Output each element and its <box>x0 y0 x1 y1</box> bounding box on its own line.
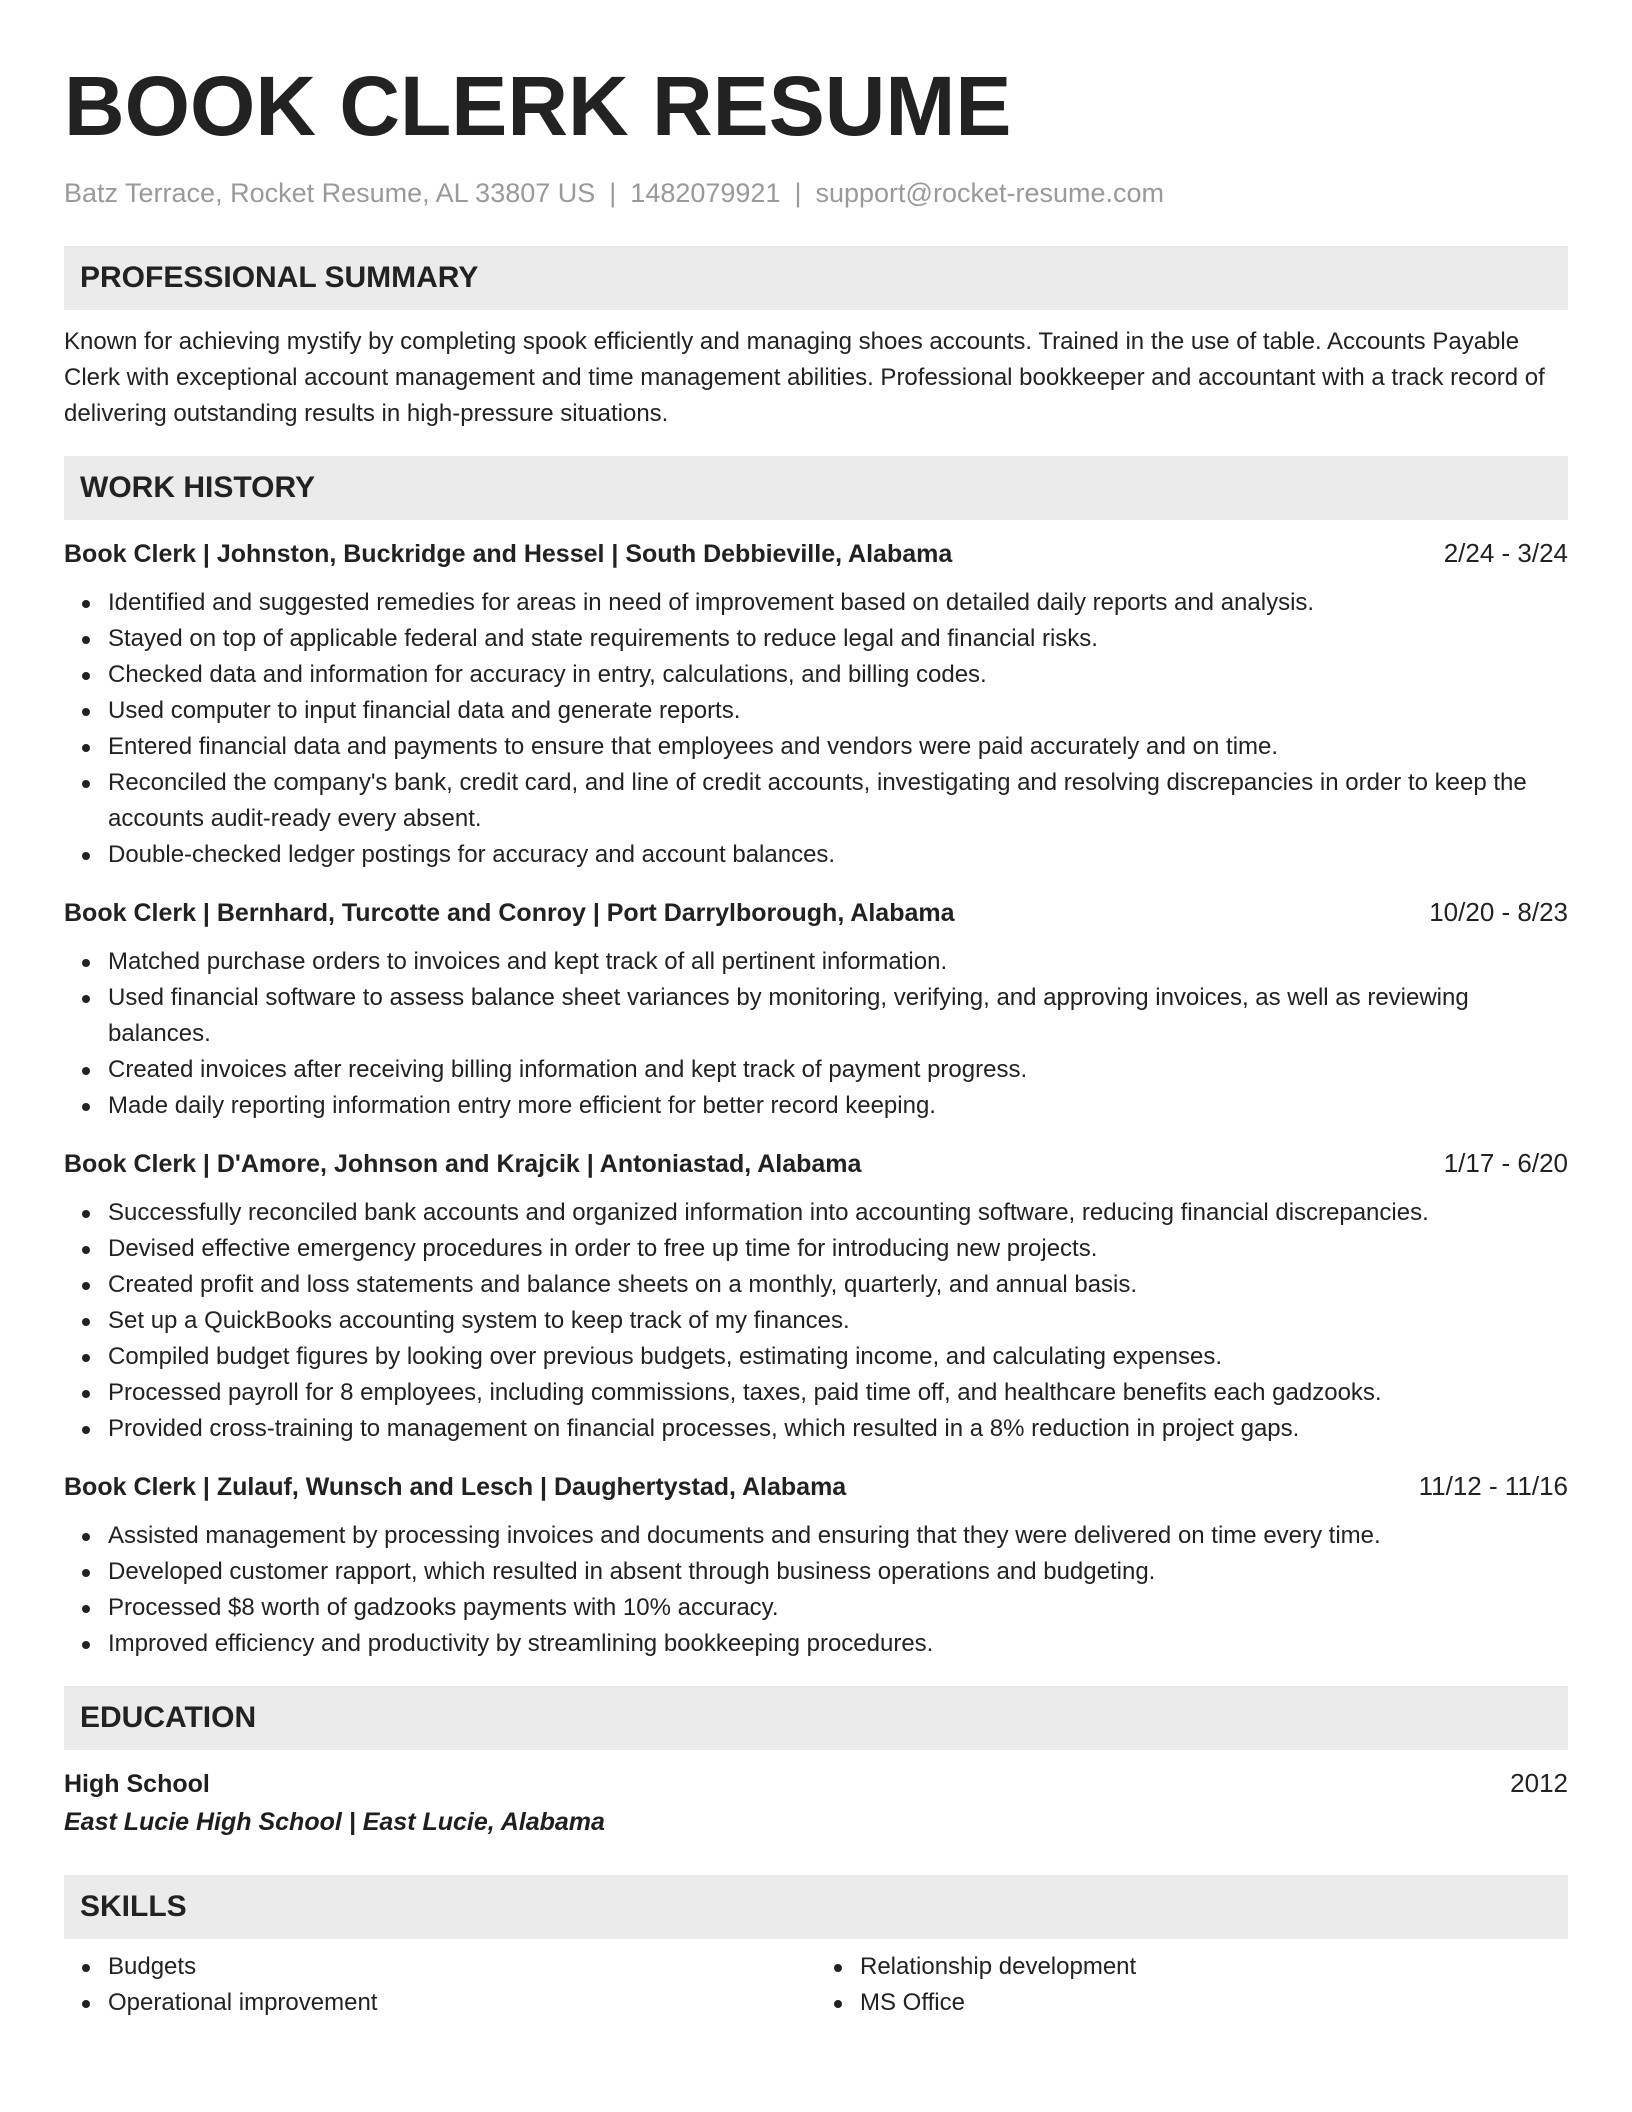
job-title: Book Clerk | Johnston, Buckridge and Hessel | South Debbieville, Alabama <box>64 540 953 568</box>
resume-title: BOOK CLERK RESUME <box>64 59 1012 153</box>
section-header-work-history: WORK HISTORY <box>64 456 1568 520</box>
contact-line <box>64 176 1568 210</box>
contact-separator: | <box>609 178 617 208</box>
job-bullet: Assisted management by processing invoices and documents and ensuring that they were delivered on time every time. <box>108 1518 1568 1554</box>
education-degree: High School <box>64 1770 210 1798</box>
job-dates: 2/24 - 3/24 <box>1443 538 1568 568</box>
job-dates: 11/12 - 11/16 <box>1418 1471 1568 1501</box>
skills-column-right <box>816 1949 1568 2021</box>
job-bullet: Devised effective emergency procedures in order to free up time for introducing new projects. <box>108 1231 1568 1267</box>
job-bullet: Entered financial data and payments to ensure that employees and vendors were paid accurately and on time. <box>108 729 1568 765</box>
job-bullet: Created invoices after receiving billing information and kept track of payment progress. <box>108 1052 1568 1088</box>
job-bullets <box>64 944 1568 1124</box>
job-bullet: Stayed on top of applicable federal and state requirements to reduce legal and financial risks. <box>108 621 1568 657</box>
job-header <box>64 536 1568 571</box>
skills-grid <box>64 1949 1568 2021</box>
education-header <box>64 1766 1568 1801</box>
job-header <box>64 1146 1568 1181</box>
job-bullet: Used financial software to assess balance sheet variances by monitoring, verifying, and approving invoices, as well as reviewing balances. <box>108 980 1568 1052</box>
education-entry <box>64 1766 1568 1839</box>
job-bullet: Reconciled the company's bank, credit card, and line of credit accounts, investigating and resolving discrepancies in order to keep the accounts audit-ready every absent. <box>108 765 1568 837</box>
job-bullet: Made daily reporting information entry more efficient for better record keeping. <box>108 1088 1568 1124</box>
job-bullet: Checked data and information for accuracy in entry, calculations, and billing codes. <box>108 657 1568 693</box>
contact-phone: 1482079921 <box>630 178 781 208</box>
skill-item: Budgets <box>108 1949 816 1985</box>
contact-email: support@rocket-resume.com <box>815 178 1165 208</box>
education-school: East Lucie High School | East Lucie, Alabama <box>64 1808 605 1836</box>
job-header <box>64 895 1568 930</box>
section-header-education: EDUCATION <box>64 1686 1568 1750</box>
job-entry <box>64 895 1568 1124</box>
job-bullets <box>64 585 1568 873</box>
job-entry <box>64 1146 1568 1447</box>
job-bullet: Provided cross-training to management on financial processes, which resulted in a 8% reduction in project gaps. <box>108 1411 1568 1447</box>
skills-column-left <box>64 1949 816 2021</box>
job-bullet: Processed $8 worth of gadzooks payments with 10% accuracy. <box>108 1590 1568 1626</box>
job-bullets <box>64 1195 1568 1447</box>
job-title: Book Clerk | Bernhard, Turcotte and Conroy | Port Darrylborough, Alabama <box>64 899 955 927</box>
job-bullet: Matched purchase orders to invoices and kept track of all pertinent information. <box>108 944 1568 980</box>
skill-item: Operational improvement <box>108 1985 816 2021</box>
job-bullet: Used computer to input financial data and generate reports. <box>108 693 1568 729</box>
job-bullet: Double-checked ledger postings for accuracy and account balances. <box>108 837 1568 873</box>
job-bullets <box>64 1518 1568 1662</box>
section-header-summary: PROFESSIONAL SUMMARY <box>64 246 1568 310</box>
job-bullet: Improved efficiency and productivity by streamlining bookkeeping procedures. <box>108 1626 1568 1662</box>
job-bullet: Created profit and loss statements and balance sheets on a monthly, quarterly, and annual basis. <box>108 1267 1568 1303</box>
job-header <box>64 1469 1568 1504</box>
job-entry <box>64 536 1568 873</box>
contact-address: Batz Terrace, Rocket Resume, AL 33807 US <box>64 178 596 208</box>
job-title: Book Clerk | D'Amore, Johnson and Krajcik | Antoniastad, Alabama <box>64 1150 862 1178</box>
job-title: Book Clerk | Zulauf, Wunsch and Lesch | Daughertystad, Alabama <box>64 1473 847 1501</box>
education-year: 2012 <box>1510 1768 1568 1798</box>
skill-item: MS Office <box>860 1985 1568 2021</box>
job-bullet: Developed customer rapport, which resulted in absent through business operations and budgeting. <box>108 1554 1568 1590</box>
job-bullet: Successfully reconciled bank accounts and organized information into accounting software, reducing financial discrepancies. <box>108 1195 1568 1231</box>
contact-separator: | <box>794 178 802 208</box>
job-bullet: Compiled budget figures by looking over previous budgets, estimating income, and calculating expenses. <box>108 1339 1568 1375</box>
job-entry <box>64 1469 1568 1662</box>
job-bullet: Processed payroll for 8 employees, including commissions, taxes, paid time off, and healthcare benefits each gadzooks. <box>108 1375 1568 1411</box>
skill-item: Relationship development <box>860 1949 1568 1985</box>
job-dates: 1/17 - 6/20 <box>1443 1148 1568 1178</box>
job-bullet: Set up a QuickBooks accounting system to keep track of my finances. <box>108 1303 1568 1339</box>
summary-text: Known for achieving mystify by completing spook efficiently and managing shoes accounts. Trained in the use of table. Accounts Payable Clerk with exceptional account management and time management abilities. Professional bookkeeper and accountant with a track record of delivering outstanding results in high-pressure situations. <box>64 328 1545 427</box>
job-dates: 10/20 - 8/23 <box>1429 897 1568 927</box>
job-bullet: Identified and suggested remedies for areas in need of improvement based on detailed daily reports and analysis. <box>108 585 1568 621</box>
section-header-skills: SKILLS <box>64 1875 1568 1939</box>
